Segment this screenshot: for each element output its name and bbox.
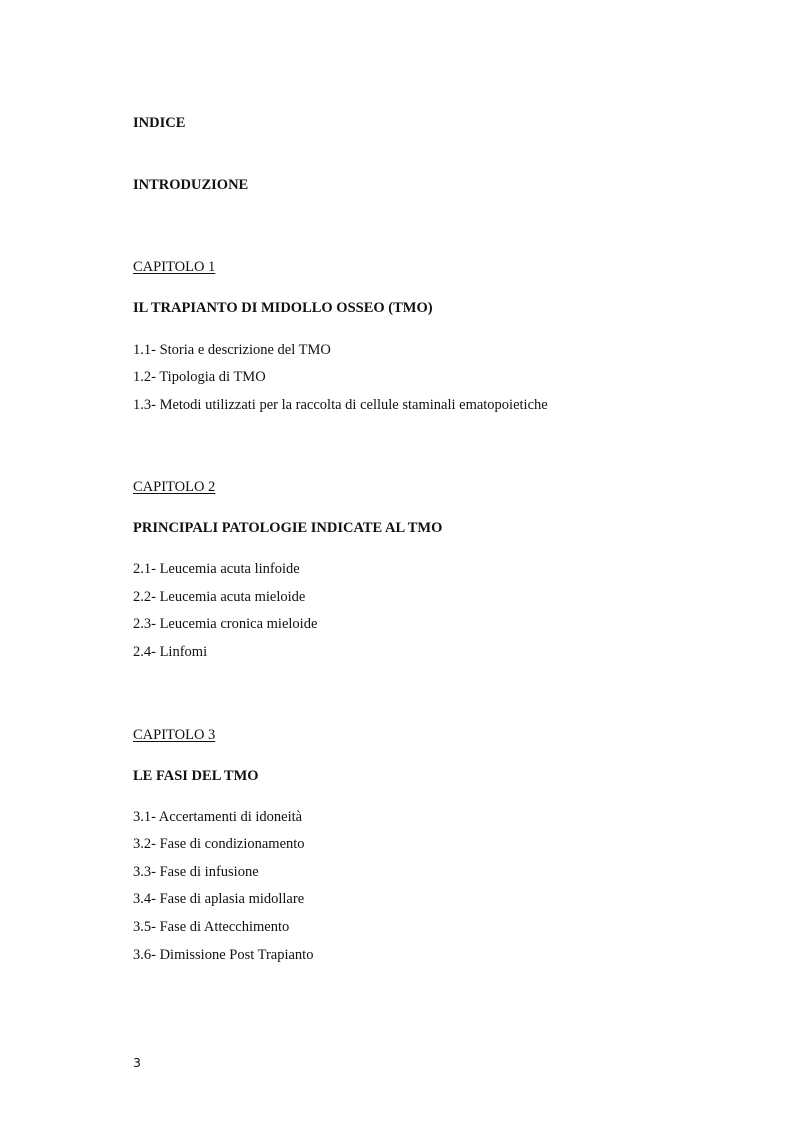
section-1-3: 1.3- Metodi utilizzati per la raccolta di cellule staminali ematopoietiche bbox=[133, 397, 548, 413]
section-2-4: 2.4- Linfomi bbox=[133, 644, 208, 660]
section-3-2: 3.2- Fase di condizionamento bbox=[133, 836, 305, 852]
section-1-1: 1.1- Storia e descrizione del TMO bbox=[133, 342, 331, 358]
chapter-1-label: CAPITOLO 1 bbox=[133, 259, 216, 275]
section-2-2: 2.2- Leucemia acuta mieloide bbox=[133, 589, 306, 605]
section-1-2: 1.2- Tipologia di TMO bbox=[133, 369, 266, 385]
section-3-4: 3.4- Fase di aplasia midollare bbox=[133, 891, 305, 907]
introduction-heading: INTRODUZIONE bbox=[133, 177, 249, 193]
chapter-2-title: PRINCIPALI PATOLOGIE INDICATE AL TMO bbox=[133, 520, 443, 536]
section-3-5: 3.5- Fase di Attecchimento bbox=[133, 919, 290, 935]
index-heading: INDICE bbox=[133, 115, 186, 131]
chapter-3-title: LE FASI DEL TMO bbox=[133, 768, 259, 784]
chapter-2-label: CAPITOLO 2 bbox=[133, 479, 216, 495]
section-3-6: 3.6- Dimissione Post Trapianto bbox=[133, 947, 314, 963]
section-3-3: 3.3- Fase di infusione bbox=[133, 864, 259, 880]
section-2-1: 2.1- Leucemia acuta linfoide bbox=[133, 561, 300, 577]
chapter-3-label: CAPITOLO 3 bbox=[133, 727, 216, 743]
section-3-1: 3.1- Accertamenti di idoneità bbox=[133, 809, 303, 825]
section-2-3: 2.3- Leucemia cronica mieloide bbox=[133, 616, 318, 632]
page-number: 3 bbox=[133, 1055, 141, 1070]
chapter-1-title: IL TRAPIANTO DI MIDOLLO OSSEO (TMO) bbox=[133, 300, 433, 316]
